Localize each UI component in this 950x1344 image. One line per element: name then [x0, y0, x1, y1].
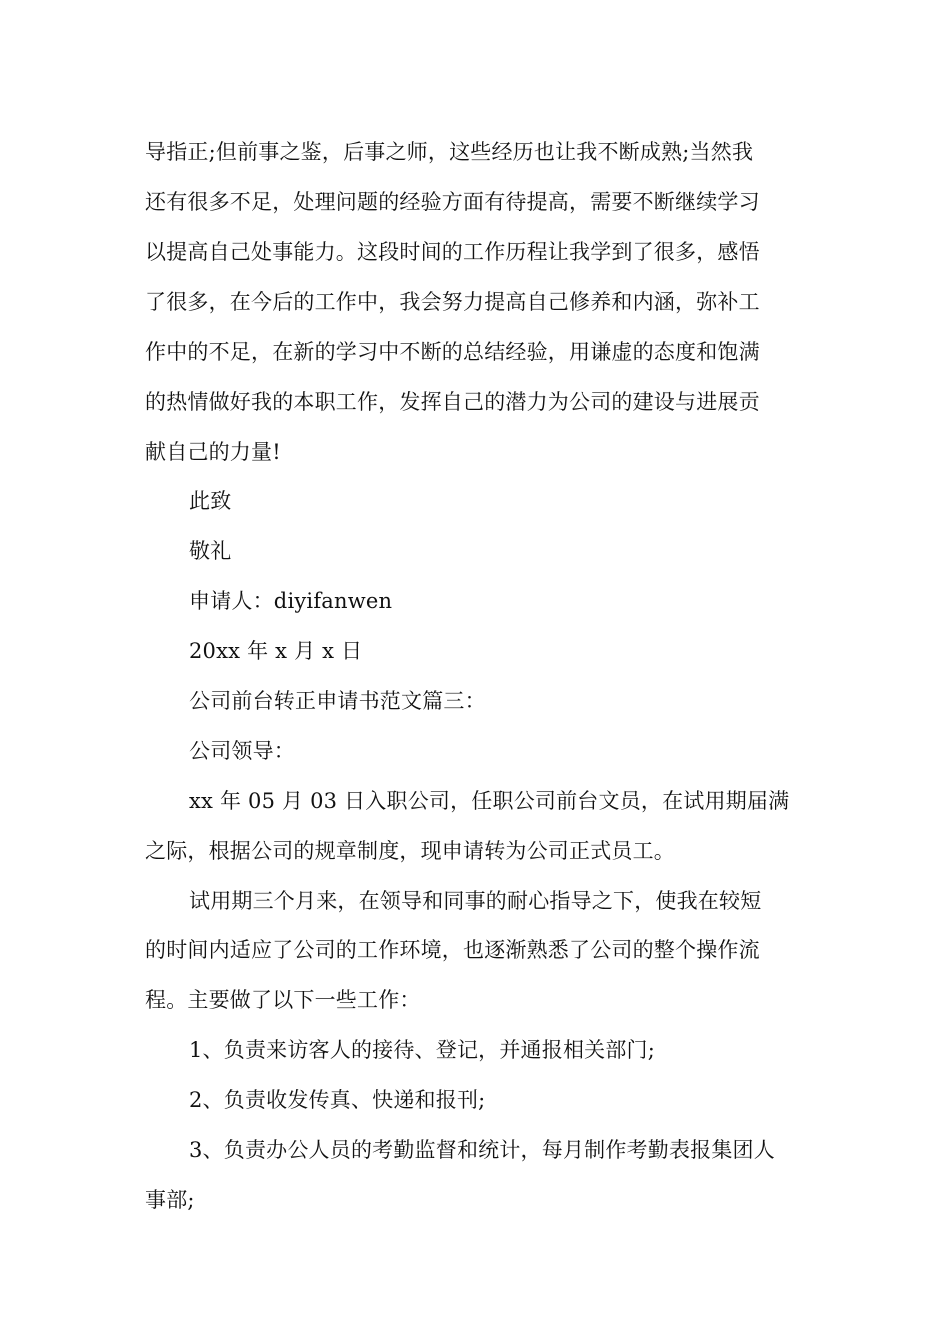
- paragraph-line: 献自己的力量!: [145, 440, 281, 464]
- paragraph-line: xx 年 05 月 03 日入职公司，任职公司前台文员，在试用期届满: [189, 789, 790, 813]
- applicant-signature: 申请人：diyifanwen: [189, 589, 393, 613]
- closing-salutation: 此致: [189, 489, 232, 513]
- paragraph-line: 还有很多不足，处理问题的经验方面有待提高，需要不断继续学习: [145, 190, 760, 214]
- closing-regards: 敬礼: [189, 539, 232, 563]
- letter-greeting: 公司领导：: [189, 739, 295, 763]
- paragraph-line: 导指正;但前事之鉴，后事之师，这些经历也让我不断成熟;当然我: [145, 140, 754, 164]
- paragraph-line: 试用期三个月来，在领导和同事的耐心指导之下，使我在较短: [189, 889, 762, 913]
- list-item: 1、负责来访客人的接待、登记，并通报相关部门;: [189, 1038, 656, 1062]
- paragraph-line: 作中的不足，在新的学习中不断的总结经验，用谦虚的态度和饱满: [145, 340, 760, 364]
- date-line: 20xx 年 x 月 x 日: [189, 639, 363, 663]
- paragraph-line: 以提高自己处事能力。这段时间的工作历程让我学到了很多，感悟: [145, 240, 760, 264]
- paragraph-line: 了很多，在今后的工作中，我会努力提高自己修养和内涵，弥补工: [145, 290, 760, 314]
- list-item: 2、负责收发传真、快递和报刊;: [189, 1088, 486, 1112]
- list-item-continuation: 事部;: [145, 1188, 195, 1212]
- paragraph-line: 程。主要做了以下一些工作：: [145, 988, 421, 1012]
- section-title: 公司前台转正申请书范文篇三：: [189, 689, 486, 713]
- list-item: 3、负责办公人员的考勤监督和统计，每月制作考勤表报集团人: [189, 1138, 775, 1162]
- paragraph-line: 之际，根据公司的规章制度，现申请转为公司正式员工。: [145, 839, 675, 863]
- paragraph-line: 的时间内适应了公司的工作环境，也逐渐熟悉了公司的整个操作流: [145, 938, 760, 962]
- paragraph-line: 的热情做好我的本职工作，发挥自己的潜力为公司的建设与进展贡: [145, 390, 760, 414]
